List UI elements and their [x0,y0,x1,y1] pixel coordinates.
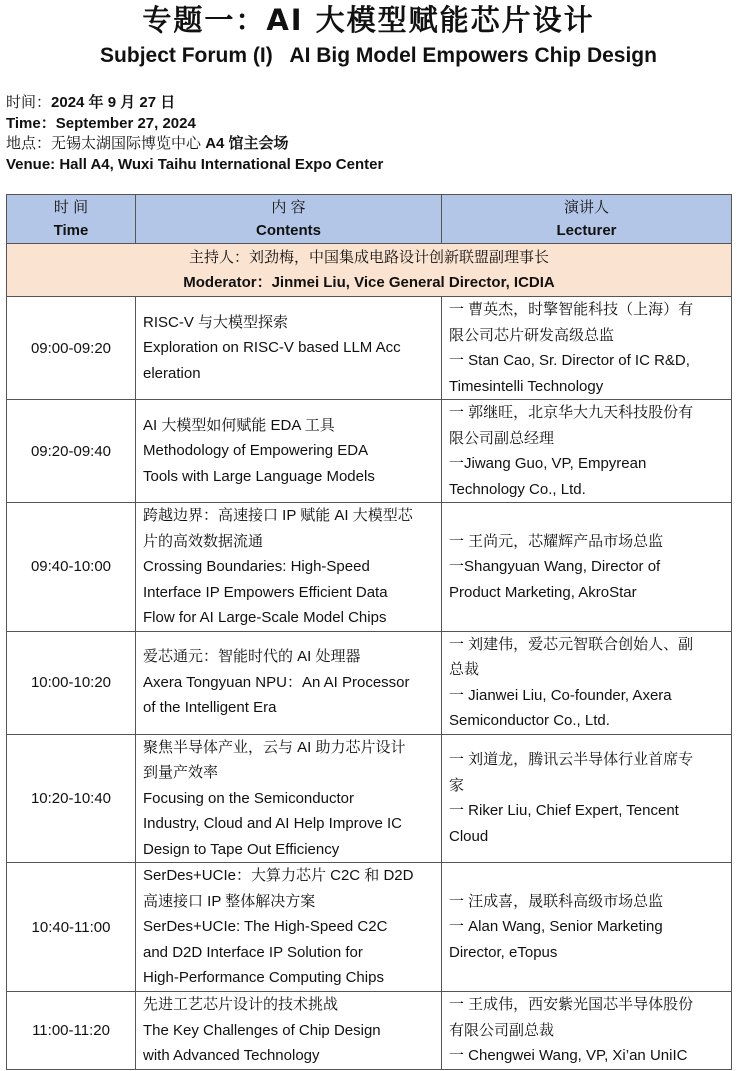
date-value-english: September 27, 2024 [55,114,196,132]
lecturer-line: 一 Riker Liu, Chief Expert, Tencent [449,802,679,820]
lecturer-line: 一 刘道龙，腾讯云半导体行业首席专 [449,751,694,769]
content-line: High-Performance Computing Chips [143,969,384,987]
lecturer-line: 一 曹英杰，时擎智能科技（上海）有 [449,301,694,318]
table-row [7,503,732,632]
lecturer-line: 一 王成伟，西安紫光国芯半导体股份 [449,996,694,1014]
session-lecturer [442,734,732,863]
header-time-en: Time [53,222,89,239]
lecturer-line: 限公司芯片研发高级总监 [449,326,615,344]
venue-label-chinese: 地点： [6,135,52,152]
session-contents [136,297,442,400]
content-line: Methodology of Empowering EDA [143,442,369,460]
venue-hall-chinese: A4 馆主会场 [205,135,289,152]
content-line: 跨越边界：高速接口 IP 赋能 AI 大模型芯 [143,507,413,524]
lecturer-line: 一Jiwang Guo, VP, Empyrean [449,455,647,472]
lecturer-line: 一 Alan Wang, Senior Marketing [449,918,663,936]
content-line: Flow for AI Large-Scale Model Chips [143,609,387,626]
date-value-chinese: 2024 年 9 月 27 日 [51,94,176,111]
lecturer-line: 一 Jianwei Liu, Co-founder, Axera [449,686,672,704]
lecturer-line: 限公司副总经理 [449,429,555,447]
lecturer-line: Cloud [449,827,489,845]
session-lecturer [442,863,732,992]
content-line: SerDes+UCIe：大算力芯片 C2C 和 D2D [143,867,414,885]
lecturer-line: 一Shangyuan Wang, Director of [449,558,661,575]
session-time: 10:20-10:40 [7,734,136,863]
session-time: 09:20-09:40 [7,400,136,503]
table-header-row [7,195,732,244]
session-contents [136,503,442,632]
lecturer-line: Technology Co., Ltd. [449,480,586,498]
lecturer-line: Semiconductor Co., Ltd. [449,712,610,729]
content-line: RISC-V 与大模型探索 [143,313,289,331]
venue-line-chinese [6,134,383,155]
moderator-cn: 主持人：刘劲梅，中国集成电路设计创新联盟副理事长 [188,249,549,266]
session-lecturer [442,992,732,1070]
content-line: 高速接口 IP 整体解决方案 [143,892,316,910]
session-time: 11:00-11:20 [7,992,136,1070]
content-line: of the Intelligent Era [143,699,277,717]
session-time: 09:40-10:00 [7,503,136,632]
content-line: 片的高效数据流通 [143,532,264,550]
venue-line-english [6,155,383,176]
table-row [7,400,732,503]
table-row [7,992,732,1070]
session-time: 09:00-09:20 [7,297,136,400]
lecturer-line: 一 汪成喜，晟联科高级市场总监 [449,892,664,910]
venue-value-chinese: 无锡太湖国际博览中心 [51,135,206,152]
date-line-english [6,114,383,135]
moderator-en: Moderator：Jinmei Liu, Vice General Director, ICDIA [183,274,555,291]
content-line: Axera Tongyuan NPU：An AI Processor [143,673,410,691]
lecturer-line: Timesintelli Technology [449,377,604,395]
content-line: and D2D Interface IP Solution for [143,943,363,961]
forum-title-english: Subject Forum (I) AI Big Model Empowers Chip Design [100,44,657,67]
session-contents [136,631,442,734]
content-line: The Key Challenges of Chip Design [143,1021,381,1039]
table-row [7,734,732,863]
content-line: Industry, Cloud and AI Help Improve IC [143,815,403,832]
table-row [7,631,732,734]
session-time: 10:40-11:00 [7,863,136,992]
session-contents [136,863,442,992]
content-line: SerDes+UCIe: The High-Speed C2C [143,918,388,936]
lecturer-line: Director, eTopus [449,943,558,961]
content-line: Interface IP Empowers Efficient Data [143,583,388,601]
content-line: Crossing Boundaries: High-Speed [143,558,370,575]
content-line: Tools with Large Language Models [143,467,375,485]
content-line: Exploration on RISC-V based LLM Acc [143,339,401,357]
header-contents-cn: 内 容 [271,199,306,216]
session-contents [136,400,442,503]
lecturer-line: 一 Stan Cao, Sr. Director of IC R&D, [449,352,690,369]
lecturer-line: Product Marketing, AkroStar [449,583,637,601]
content-line: 先进工艺芯片设计的技术挑战 [143,996,339,1014]
header-time [7,195,136,244]
content-line: AI 大模型如何赋能 EDA 工具 [143,416,335,434]
lecturer-line: 一 刘建伟，爱芯元智联合创始人、副 [449,635,694,653]
session-lecturer [442,503,732,632]
header-contents [136,195,442,244]
session-contents [136,992,442,1070]
lecturer-line: 总裁 [449,661,480,678]
lecturer-line: 一 王尚元，芯耀辉产品市场总监 [449,532,664,550]
content-line: Focusing on the Semiconductor [143,789,354,807]
moderator-cell [7,244,732,297]
session-lecturer [442,631,732,734]
table-row [7,297,732,400]
schedule-table [6,194,732,1070]
header-lecturer-en: Lecturer [556,222,617,239]
content-line: eleration [143,364,201,382]
forum-title-chinese: 专题一：AI 大模型赋能芯片设计 [142,3,595,37]
table-row [7,863,732,992]
session-lecturer [442,297,732,400]
date-line-chinese [6,93,383,114]
session-time: 10:00-10:20 [7,631,136,734]
date-label-chinese: 时间： [6,94,52,111]
session-contents [136,734,442,863]
event-info [6,93,383,175]
session-lecturer [442,400,732,503]
content-line: 到量产效率 [143,764,219,781]
header-lecturer [442,195,732,244]
lecturer-line: 一 郭继旺，北京华大九天科技股份有 [449,404,694,421]
content-line: 爱芯通元：智能时代的 AI 处理器 [143,648,361,666]
content-line: 聚焦半导体产业，云与 AI 助力芯片设计 [143,738,406,756]
venue-english: Venue: Hall A4, Wuxi Taihu International Expo Center [6,155,384,173]
date-label-english: Time： [6,114,56,132]
moderator-row [7,244,732,297]
header-contents-en: Contents [256,222,321,239]
lecturer-line: 家 [449,776,465,794]
header-lecturer-cn: 演讲人 [563,199,609,216]
lecturer-line: 一 Chengwei Wang, VP, Xi’an UniIC [449,1047,688,1065]
lecturer-line: 有限公司副总裁 [449,1021,555,1039]
content-line: Design to Tape Out Efficiency [143,840,340,858]
header-time-cn: 时 间 [53,199,89,216]
content-line: with Advanced Technology [143,1047,320,1065]
